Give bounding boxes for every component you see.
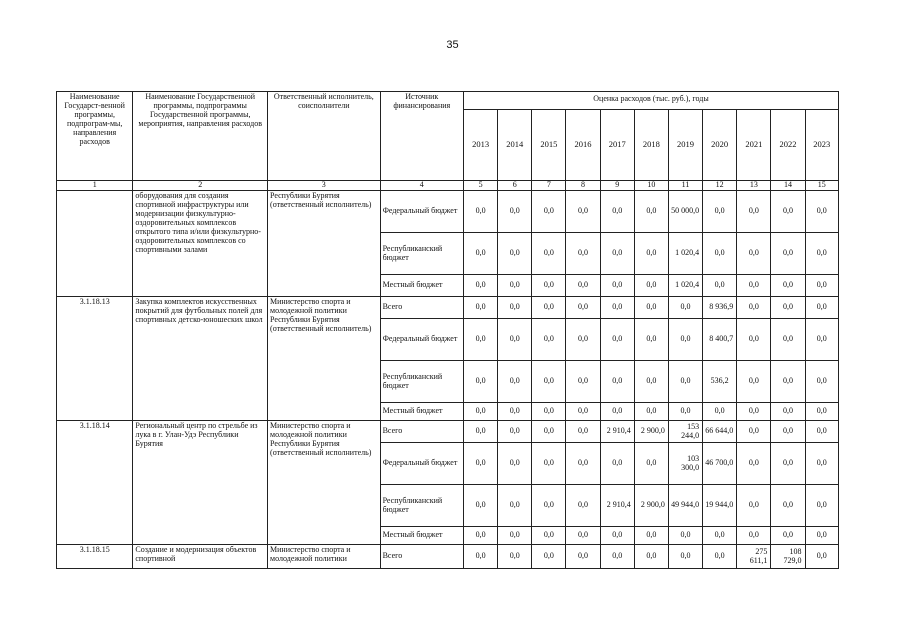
amount-cell: 0,0	[463, 297, 497, 319]
amount-cell: 50 000,0	[668, 191, 702, 233]
amount-cell: 0,0	[634, 275, 668, 297]
funding-source: Федеральный бюджет	[380, 319, 463, 361]
page-number: 35	[446, 39, 459, 51]
amount-cell: 0,0	[737, 485, 771, 527]
amount-cell: 0,0	[771, 319, 805, 361]
amount-cell: 0,0	[703, 233, 737, 275]
amount-cell: 0,0	[737, 421, 771, 443]
year-header: 2018	[634, 110, 668, 181]
amount-cell: 0,0	[532, 191, 566, 233]
amount-cell: 0,0	[566, 297, 600, 319]
amount-cell: 0,0	[566, 233, 600, 275]
amount-cell: 0,0	[498, 443, 532, 485]
amount-cell: 0,0	[668, 545, 702, 569]
amount-cell: 0,0	[498, 275, 532, 297]
year-header: 2017	[600, 110, 634, 181]
amount-cell: 0,0	[600, 319, 634, 361]
amount-cell: 0,0	[498, 403, 532, 421]
amount-cell: 0,0	[532, 403, 566, 421]
column-number: 11	[668, 181, 702, 191]
amount-cell: 0,0	[771, 233, 805, 275]
amount-cell: 19 944,0	[703, 485, 737, 527]
amount-cell: 0,0	[737, 443, 771, 485]
amount-cell: 0,0	[600, 191, 634, 233]
amount-cell: 0,0	[566, 361, 600, 403]
column-number: 4	[380, 181, 463, 191]
row-measure-name: Региональный центр по стрельбе из лука в г. Улан-Удэ Республики Бурятия	[133, 421, 268, 545]
funding-source: Федеральный бюджет	[380, 443, 463, 485]
amount-cell: 0,0	[737, 191, 771, 233]
funding-source: Республиканский бюджет	[380, 361, 463, 403]
amount-cell: 0,0	[498, 297, 532, 319]
amount-cell: 0,0	[463, 319, 497, 361]
year-header: 2022	[771, 110, 805, 181]
amount-cell: 0,0	[463, 233, 497, 275]
amount-cell: 8 400,7	[703, 319, 737, 361]
column-number: 15	[805, 181, 838, 191]
funding-source: Республиканский бюджет	[380, 485, 463, 527]
amount-cell: 49 944,0	[668, 485, 702, 527]
column-number: 6	[498, 181, 532, 191]
row-measure-name: оборудования для создания спортивной инфраструктуры или модернизации физкультурно-оздоровительных комплексов открытого типа и/или физкультурно-оздоровительных комплексов со спортивными залами	[133, 191, 268, 297]
row-responsible: Министерство спорта и молодежной политики Республики Бурятия (ответственный исполнитель)	[268, 421, 381, 545]
row-code	[57, 191, 133, 297]
funding-source: Местный бюджет	[380, 403, 463, 421]
amount-cell: 0,0	[532, 233, 566, 275]
column-number: 14	[771, 181, 805, 191]
amount-cell: 0,0	[463, 485, 497, 527]
amount-cell: 0,0	[771, 421, 805, 443]
amount-cell: 0,0	[771, 361, 805, 403]
amount-cell: 0,0	[566, 319, 600, 361]
year-header: 2014	[498, 110, 532, 181]
header-col-source: Источник финансирования	[380, 92, 463, 181]
amount-cell: 0,0	[805, 319, 838, 361]
amount-cell: 0,0	[600, 297, 634, 319]
table-row	[57, 191, 839, 233]
amount-cell: 0,0	[668, 527, 702, 545]
funding-source: Всего	[380, 421, 463, 443]
table-row	[57, 421, 839, 443]
column-number: 9	[600, 181, 634, 191]
amount-cell: 0,0	[805, 275, 838, 297]
amount-cell: 536,2	[703, 361, 737, 403]
amount-cell: 0,0	[668, 319, 702, 361]
table-row	[57, 297, 839, 319]
amount-cell: 0,0	[463, 421, 497, 443]
amount-cell: 0,0	[566, 403, 600, 421]
column-number: 12	[703, 181, 737, 191]
amount-cell: 153 244,0	[668, 421, 702, 443]
header-row	[57, 92, 839, 110]
amount-cell: 0,0	[668, 361, 702, 403]
header-cost-estimate: Оценка расходов (тыс. руб.), годы	[463, 92, 838, 110]
amount-cell: 1 020,4	[668, 275, 702, 297]
amount-cell: 2 900,0	[634, 485, 668, 527]
amount-cell: 0,0	[805, 191, 838, 233]
amount-cell: 0,0	[463, 361, 497, 403]
amount-cell: 0,0	[566, 545, 600, 569]
amount-cell: 0,0	[498, 485, 532, 527]
amount-cell: 0,0	[566, 421, 600, 443]
amount-cell: 0,0	[668, 297, 702, 319]
amount-cell: 0,0	[600, 275, 634, 297]
amount-cell: 0,0	[737, 233, 771, 275]
row-responsible: Министерство спорта и молодежной политики Республики Бурятия (ответственный исполнитель)	[268, 297, 381, 421]
amount-cell: 0,0	[463, 545, 497, 569]
amount-cell: 0,0	[771, 297, 805, 319]
year-header: 2016	[566, 110, 600, 181]
amount-cell: 0,0	[600, 527, 634, 545]
amount-cell: 275 611,1	[737, 545, 771, 569]
amount-cell: 0,0	[805, 403, 838, 421]
amount-cell: 0,0	[532, 485, 566, 527]
year-header: 2013	[463, 110, 497, 181]
amount-cell: 0,0	[805, 485, 838, 527]
table-row	[57, 545, 839, 569]
funding-source: Федеральный бюджет	[380, 191, 463, 233]
amount-cell: 0,0	[805, 443, 838, 485]
amount-cell: 0,0	[634, 191, 668, 233]
amount-cell: 0,0	[805, 527, 838, 545]
header-col-program: Наименование Государст-венной программы, подпрограм-мы, направления расходов	[57, 92, 133, 181]
amount-cell: 0,0	[634, 527, 668, 545]
year-header: 2019	[668, 110, 702, 181]
amount-cell: 0,0	[463, 403, 497, 421]
amount-cell: 0,0	[703, 545, 737, 569]
amount-cell: 0,0	[703, 275, 737, 297]
amount-cell: 0,0	[498, 191, 532, 233]
amount-cell: 0,0	[532, 527, 566, 545]
amount-cell: 0,0	[600, 545, 634, 569]
funding-source: Местный бюджет	[380, 275, 463, 297]
amount-cell: 0,0	[771, 485, 805, 527]
amount-cell: 0,0	[498, 233, 532, 275]
header-col-responsible: Ответственный исполнитель, соисполнители	[268, 92, 381, 181]
amount-cell: 0,0	[532, 319, 566, 361]
amount-cell: 0,0	[463, 275, 497, 297]
amount-cell: 0,0	[805, 545, 838, 569]
amount-cell: 0,0	[805, 233, 838, 275]
row-responsible: Республики Бурятия (ответственный исполнитель)	[268, 191, 381, 297]
amount-cell: 0,0	[703, 403, 737, 421]
header-col-name: Наименование Государственной программы, подпрограммы Государственной программы, мероприятия, направления расходов	[133, 92, 268, 181]
funding-source: Местный бюджет	[380, 527, 463, 545]
column-number: 8	[566, 181, 600, 191]
amount-cell: 0,0	[634, 319, 668, 361]
amount-cell: 0,0	[532, 545, 566, 569]
amount-cell: 0,0	[532, 443, 566, 485]
amount-cell: 103 300,0	[668, 443, 702, 485]
amount-cell: 0,0	[566, 275, 600, 297]
year-header: 2020	[703, 110, 737, 181]
amount-cell: 0,0	[771, 275, 805, 297]
amount-cell: 0,0	[463, 443, 497, 485]
amount-cell: 0,0	[805, 361, 838, 403]
amount-cell: 0,0	[737, 361, 771, 403]
amount-cell: 0,0	[737, 275, 771, 297]
table-body	[57, 191, 839, 569]
funding-source: Всего	[380, 545, 463, 569]
amount-cell: 0,0	[771, 191, 805, 233]
amount-cell: 8 936,9	[703, 297, 737, 319]
year-header: 2023	[805, 110, 838, 181]
amount-cell: 0,0	[532, 421, 566, 443]
row-responsible: Министерство спорта и молодежной политики	[268, 545, 381, 569]
year-header: 2015	[532, 110, 566, 181]
column-number: 7	[532, 181, 566, 191]
amount-cell: 0,0	[532, 275, 566, 297]
amount-cell: 0,0	[634, 443, 668, 485]
year-header: 2021	[737, 110, 771, 181]
amount-cell: 0,0	[805, 421, 838, 443]
column-number: 5	[463, 181, 497, 191]
column-number: 1	[57, 181, 133, 191]
amount-cell: 0,0	[532, 361, 566, 403]
amount-cell: 0,0	[634, 545, 668, 569]
amount-cell: 2 900,0	[634, 421, 668, 443]
amount-cell: 0,0	[668, 403, 702, 421]
amount-cell: 0,0	[600, 361, 634, 403]
amount-cell: 0,0	[771, 403, 805, 421]
amount-cell: 0,0	[498, 319, 532, 361]
amount-cell: 0,0	[737, 319, 771, 361]
amount-cell: 66 644,0	[703, 421, 737, 443]
amount-cell: 0,0	[498, 421, 532, 443]
amount-cell: 2 910,4	[600, 421, 634, 443]
amount-cell: 46 700,0	[703, 443, 737, 485]
budget-table	[56, 91, 839, 569]
funding-source: Всего	[380, 297, 463, 319]
amount-cell: 0,0	[771, 527, 805, 545]
row-measure-name: Создание и модернизация объектов спортивной	[133, 545, 268, 569]
amount-cell: 0,0	[566, 443, 600, 485]
row-code: 3.1.18.13	[57, 297, 133, 421]
row-measure-name: Закупка комплектов искусственных покрытий для футбольных полей для спортивных детско-юношеских школ	[133, 297, 268, 421]
amount-cell: 108 729,0	[771, 545, 805, 569]
amount-cell: 0,0	[600, 443, 634, 485]
column-number: 13	[737, 181, 771, 191]
amount-cell: 0,0	[703, 191, 737, 233]
amount-cell: 0,0	[566, 527, 600, 545]
amount-cell: 0,0	[463, 191, 497, 233]
amount-cell: 0,0	[498, 527, 532, 545]
amount-cell: 0,0	[805, 297, 838, 319]
column-number: 10	[634, 181, 668, 191]
amount-cell: 0,0	[566, 191, 600, 233]
amount-cell: 0,0	[600, 403, 634, 421]
amount-cell: 1 020,4	[668, 233, 702, 275]
column-number: 3	[268, 181, 381, 191]
amount-cell: 0,0	[737, 527, 771, 545]
column-number: 2	[133, 181, 268, 191]
amount-cell: 0,0	[600, 233, 634, 275]
amount-cell: 0,0	[463, 527, 497, 545]
amount-cell: 0,0	[566, 485, 600, 527]
row-code: 3.1.18.14	[57, 421, 133, 545]
amount-cell: 0,0	[737, 297, 771, 319]
funding-source: Республиканский бюджет	[380, 233, 463, 275]
amount-cell: 0,0	[634, 403, 668, 421]
amount-cell: 0,0	[634, 297, 668, 319]
amount-cell: 0,0	[737, 403, 771, 421]
amount-cell: 0,0	[532, 297, 566, 319]
amount-cell: 0,0	[771, 443, 805, 485]
amount-cell: 0,0	[634, 361, 668, 403]
column-numbers-row	[57, 181, 839, 191]
amount-cell: 0,0	[634, 233, 668, 275]
amount-cell: 0,0	[498, 545, 532, 569]
row-code: 3.1.18.15	[57, 545, 133, 569]
amount-cell: 0,0	[498, 361, 532, 403]
amount-cell: 0,0	[703, 527, 737, 545]
amount-cell: 2 910,4	[600, 485, 634, 527]
